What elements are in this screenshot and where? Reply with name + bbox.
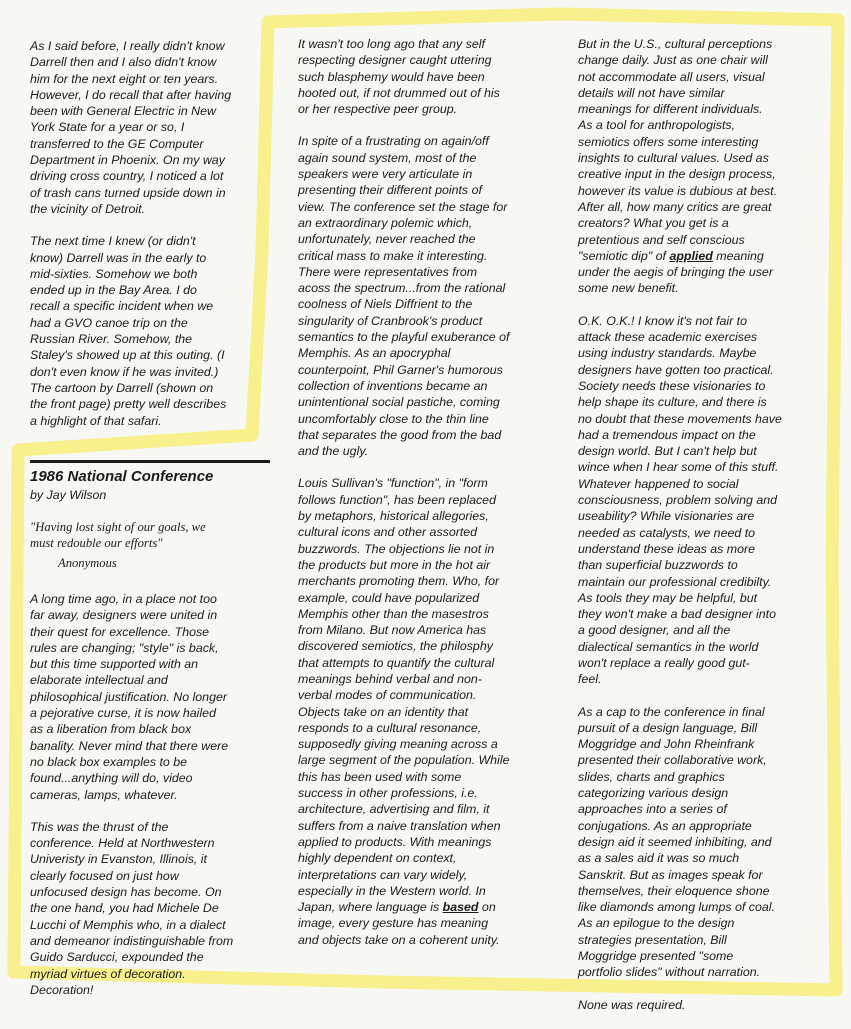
conference-article — [30, 460, 270, 1014]
column-3-paragraph-1: But in the U.S., cultural perceptions change daily. Just as one chair will not accommodate all users, visual details will not have similar meanings for different individuals. As a tool for anthropologists, semiotics offers some interesting insights to cultural values. Used as creative input in the design process, however its value is dubious at best. After all, how many critics are great creators? What you get is a pretentious and self conscious "semiotic dip" of applied meaning under the aegis of bringing the user some new benefit. — [578, 37, 778, 296]
column-2-paragraph-2: In spite of a frustrating on again/off again sound system, most of the speakers were very articulate in presenting their different points of view. The conference set the stage for an extraordinary polemic which, unfortunately, never reached the critical mass to make it interesting. There were representatives from acoss the spectrum...from the rational coolness of Niels Diffrient to the singularity of Cranbrook's product semantics to the playful exuberance of Memphis. As an apocryphal counterpoint, Phil Garner's humorous collection of inventions became an unintentional social pastiche, coming uncomfortably close to the thin line that separates the good from the bad and the ugly. — [298, 134, 510, 459]
article-paragraph-2: This was the thrust of the conference. Held at Northwestern Univeristy in Evanston, Illinois, it clearly focused on just how unfocused design has become. On the one hand, you had Michele De Lucchi of Memphis who, in a dialect and demeanor indistinguishable from Guido Sarducci, expounded the myriad virtues of decoration. Decoration! — [30, 819, 234, 997]
article-epigraph: "Having lost sight of our goals, we must redouble our efforts" — [30, 520, 206, 550]
column-3-paragraph-2: O.K. O.K.! I know it's not fair to attack these academic exercises using industry standards. Maybe designers have gotten too practical. Society needs these visionaries to help shape its culture, and there is no doubt that these movements have had a tremendous impact on the design world. But I can't help but wince when I hear some of this stuff. Whatever happened to social consciousness, problem solving and useability? While visionaries are needed as catalysts, we need to understand these ideas as more than superficial buzzwords to maintain our professional credibilty. As tools they may be helpful, but they won't make a bad designer into a good designer, and all the dialectical semantics in the world won't replace a really good gut- feel. — [578, 313, 782, 687]
column-2-paragraph-1: It wasn't too long ago that any self respecting designer caught uttering such blasphemy would have been hooted out, if not drummed out of his or her respective peer group. — [298, 37, 500, 117]
article-top-rule — [30, 460, 270, 463]
column-1-paragraph-1: As I said before, I really didn't know Darrell then and I also didn't know him for the next eight or ten years. However, I do recall that after having been with General Electric in New York State for a year or so, I transferred to the GE Computer Department in Phoenix. On my way driving cross country, I noticed a lot of trash cans turned upside down in the vicinity of Detroit. — [30, 39, 232, 216]
column-1-paragraph-2: The next time I knew (or didn't know) Darrell was in the early to mid-sixties. Somehow we both ended up in the Bay Area. I do recall a specific incident when we had a GVO canoe trip on the Russian River. Somehow, the Staley's showed up at this outing. (I don't even know if he was invited.) The cartoon by Darrell (shown on the front page) pretty well describes a highlight of that safari. — [30, 234, 227, 428]
column-3-paragraph-4: None was required. — [578, 997, 686, 1012]
column-3-paragraph-3: As a cap to the conference in final pursuit of a design language, Bill Moggridge and John Rheinfrank presented their collaborative work, slides, charts and graphics categorizing various design approaches into a series of conjugations. As an appropriate design aid it seemed inhibiting, and as a sales aid it was so much Sanskrit. But as images speak for themselves, their eloquence shone like diamonds among lumps of coal. As an epilogue to the design strategies presentation, Bill Moggridge presented "some portfolio slides" without narration. — [578, 704, 775, 980]
article-byline: by Jay Wilson — [30, 488, 107, 502]
article-paragraph-1: A long time ago, in a place not too far away, designers were united in their quest for excellence. Those rules are changing; "style" is back, but this time supported with an elaborate intellectual and philosophical justification. No longer a pejorative curse, it is now hailed as a liberation from black box banality. Never mind that there were no black box examples to be found...anything will do, video cameras, lamps, whatever. — [30, 592, 229, 802]
column-2-paragraph-3: Louis Sullivan's "function", in "form follows function", has been replaced by metaphors, historical allegories, cultural icons and other assorted buzzwords. The objections lie not in the products but more in the hot air merchants promoting them. Who, for example, could have popularized Memphis other than the masestros from Milano. But now America has discovered semiotics, the philosphy that attempts to quantify the cultural meanings behind verbal and non- verbal modes of communication. Objects take on an identity that responds to a cultural resonance, supposedly giving meaning across a large segment of the population. While this has been used with some success in other professions, i.e. architecture, advertising and film, it suffers from a naive translation when applied to products. With meanings highly dependent on context, interpretations can vary widely, especially in the Western world. In Japan, where language is based on image, every gesture has meaning and objects take on a coherent unity. — [298, 476, 510, 947]
article-title: 1986 National Conference — [30, 468, 214, 485]
emphasized-word: based — [442, 900, 479, 915]
column-1-text — [30, 38, 266, 445]
column-2-text — [298, 36, 550, 964]
epigraph-attribution: Anonymous — [58, 556, 117, 570]
emphasized-word: applied — [669, 248, 713, 263]
column-3-text — [578, 36, 816, 1029]
